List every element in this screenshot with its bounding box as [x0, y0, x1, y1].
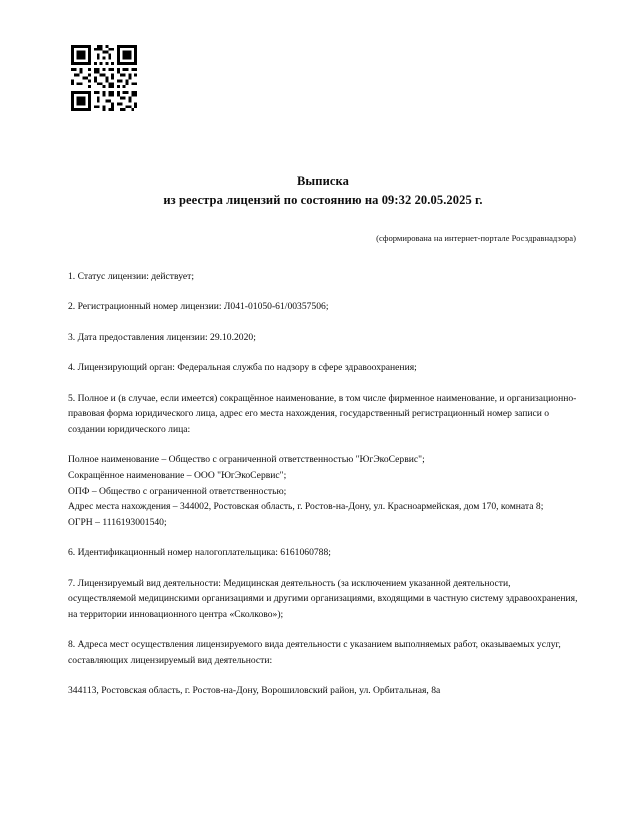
- entity-legal-form: ОПФ – Общество с ограниченной ответственностью;: [68, 485, 287, 497]
- item-activity-address-1: 344113, Ростовская область, г. Ростов-на-Дону, Ворошиловский район, ул. Орбитальная, 8а: [68, 685, 441, 697]
- item-entity-details-heading: 5. Полное и (в случае, если имеется) сокращённое наименование, в том числе фирменное наименование, и организационно-правовая форма юридического лица, адрес его места нахождения, государственный регистрационный номер записи о создании юридического лица:: [68, 392, 577, 435]
- item-registration-number: 2. Регистрационный номер лицензии: Л041-01050-61/00357506;: [68, 301, 329, 313]
- document-subtitle: (сформирована на интернет-портале Росздравнадзора): [376, 232, 576, 243]
- entity-details-block: [68, 452, 578, 530]
- item-status: 1. Статус лицензии: действует;: [68, 270, 194, 282]
- document-title: [68, 172, 578, 211]
- item-issue-date: 3. Дата предоставления лицензии: 29.10.2020;: [68, 331, 256, 343]
- entity-full-name: Полное наименование – Общество с ограниченной ответственностью "ЮгЭкоСервис";: [68, 454, 425, 466]
- title-line-2: из реестра лицензий по состоянию на 09:32 20.05.2025 г.: [163, 193, 483, 208]
- item-inn: 6. Идентификационный номер налогоплательщика: 6161060788;: [68, 547, 331, 559]
- qr-code-icon: [68, 42, 140, 114]
- title-line-1: Выписка: [296, 174, 349, 188]
- item-activity-type: 7. Лицензируемый вид деятельности: Медицинская деятельность (за исключением указанной деятельности, осуществляемой медицинскими организациями и другими организациями, входящими в частную систему здравоохранения, на территории инновационного центра «Сколково»);: [68, 577, 578, 620]
- entity-address: Адрес места нахождения – 344002, Ростовская область, г. Ростов-на-Дону, ул. Красноармейская, дом 170, комната 8;: [68, 501, 544, 513]
- item-activity-addresses-heading: 8. Адреса мест осуществления лицензируемого вида деятельности с указанием выполняемых работ, оказываемых услуг, составляющих лицензируемый вид деятельности:: [68, 639, 561, 666]
- entity-ogrn: ОГРН – 1116193001540;: [68, 516, 167, 528]
- item-licensing-authority: 4. Лицензирующий орган: Федеральная служба по надзору в сфере здравоохранения;: [68, 362, 417, 374]
- entity-short-name: Сокращённое наименование – ООО "ЮгЭкоСервис";: [68, 470, 287, 481]
- qr-code-container: [68, 40, 578, 114]
- document-body: [68, 269, 578, 699]
